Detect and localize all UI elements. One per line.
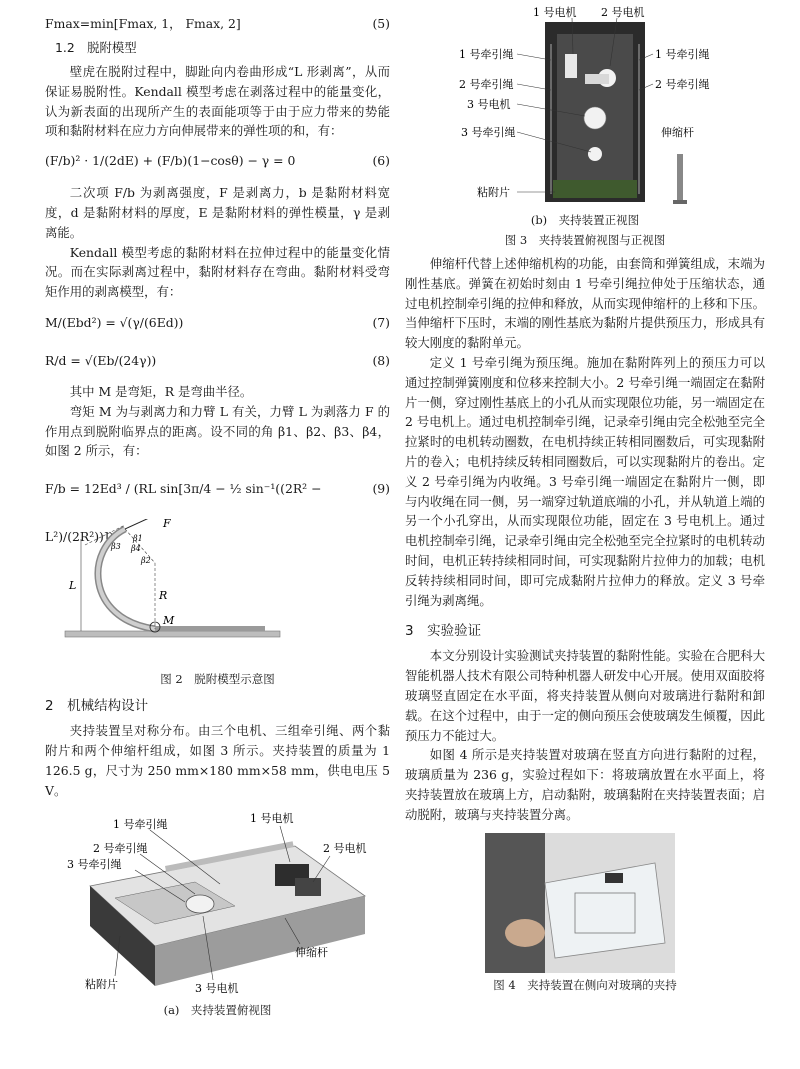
device-top-view-illustration: [45, 806, 390, 1002]
paragraph-moment-arm: 弯矩 M 为与剥离力和力臂 L 有关，力臂 L 为剥落力 F 的作用点到脱附临界点的距离。设不同的角 β1、β2、β3、β4，如图 2 所示，有：: [45, 403, 390, 459]
force-arrow: [125, 519, 160, 529]
label-rod: 伸缩杆: [661, 126, 694, 139]
telescopic-rod: [677, 154, 683, 204]
peeling-model-diagram: [45, 519, 390, 669]
label-rope-3: 3 号牵引绳: [67, 858, 122, 872]
peeled-film-inner: [98, 529, 155, 629]
equation-8-number: (8): [372, 352, 390, 368]
photo-hand: [505, 919, 545, 947]
motor-mount: [585, 74, 609, 84]
experiment-photo: [405, 833, 765, 973]
label-motor-1: 1 号电机: [533, 6, 577, 19]
paragraph-telescopic-rod: 伸缩杆代替上述伸缩机构的功能，由套筒和弹簧组成，末端为刚性基底。弹簧在初始时刻由 1 号牵引绳拉伸处于压缩状态，通过电机控制牵引绳的拉伸和释放，从而实现伸缩杆的上移和下压。当伸缩杆下压时，末端的刚性基底为黏附片提供预压力，形成具有较大刚度的黏附单元。: [405, 256, 765, 351]
substrate: [65, 631, 280, 637]
adhesive-pads: [553, 180, 637, 198]
equation-6-body: (F/b)² · 1/(2dE) + (F/b)(1−cosθ) − γ = 0: [45, 153, 296, 169]
label-rope-2: 2 号牵引绳: [93, 842, 148, 856]
label-rope-1: 1 号牵引绳: [113, 818, 168, 832]
equation-8: [45, 344, 390, 378]
motor-2: [295, 878, 321, 896]
figure-4: [405, 833, 765, 973]
section-1-2-heading: 1.2 脱附模型: [55, 40, 137, 55]
equation-5-body: Fmax=min[Fmax, 1， Fmax, 2]: [45, 16, 241, 31]
label-beta1: β1: [133, 534, 143, 544]
motor-3: [186, 895, 214, 913]
motor-3-front: [584, 107, 606, 129]
paragraph-peeling-intro: 壁虎在脱附过程中，脚趾向内卷曲形成“L 形剥离”，从而保证易脱附性。Kendall 模型考虑在剥落过程中的能量变化，认为新表面的出现所产生的表面能项等于由于应力带来的势能项和黏附材料在应力方向伸展带来的弹性项的和，有：: [45, 64, 390, 139]
figure-3b: [405, 4, 765, 212]
label-pad: 粘附片: [477, 186, 510, 199]
paragraph-experiment-setup: 本文分别设计实验测试夹持装置的黏附性能。实验在合肥科大智能机器人技术有限公司特种机器人研发中心开展。使用双面胶将玻璃竖直固定在水平面，将夹持装置从侧向对玻璃进行黏附和卸载。在这个过程中，由于一定的侧向预压会使玻璃发生倾覆，因此预压力不能过大。: [405, 648, 765, 743]
label-motor-3: 3 号电机: [467, 98, 511, 111]
paragraph-experiment-process: 如图 4 所示是夹持装置对玻璃在竖直方向进行黏附的过程，玻璃质量为 236 g，实验过程如下：将玻璃放置在水平面上，将夹持装置放在玻璃上方，启动黏附，玻璃黏附在夹持装置表面；启动脱附，玻璃与夹持装置分离。: [405, 747, 765, 822]
left-column: [45, 0, 390, 1018]
equation-7-body: M/(Ebd²) = √(γ/(6Ed)): [45, 314, 184, 330]
label-rope-1-right: 1 号牵引绳: [655, 48, 710, 61]
equation-8-body: R/d = √(Eb/(24γ)): [45, 352, 157, 368]
figure-2-caption: 图 2 脱附模型示意图: [160, 672, 275, 687]
figure-3a-caption: (a) 夹持装置俯视图: [163, 1003, 272, 1018]
equation-5: [45, 14, 390, 34]
label-L: L: [69, 579, 77, 593]
paragraph-bending: Kendall 模型考虑的黏附材料在拉伸过程中的能量变化情况。而在实际剥离过程中，黏附材料存在弯曲。黏附材料受弯矩作用的剥离模型，有：: [45, 244, 390, 300]
label-rope-3: 3 号牵引绳: [461, 126, 516, 139]
motor-1-front: [565, 54, 577, 78]
equation-5-number: (5): [372, 16, 390, 31]
equation-7-number: (7): [372, 314, 390, 330]
equation-6: [45, 143, 390, 179]
paragraph-symbols: 二次项 F/b 为剥离强度，F 是剥离力，b 是黏附材料宽度，d 是黏附材料的厚度，E 是黏附材料的弹性模量，γ 是剥离能。: [45, 185, 390, 240]
label-R: R: [159, 589, 168, 603]
label-pad: 粘附片: [85, 978, 118, 992]
figure-3a: [45, 806, 390, 1002]
figure-2: [45, 519, 390, 669]
label-rope-1-left: 1 号牵引绳: [459, 48, 514, 61]
paragraph-moment-def: 其中 M 是弯矩，R 是弯曲半径。: [69, 383, 253, 399]
equation-6-number: (6): [372, 153, 390, 169]
figure-3-caption: 图 3 夹持装置俯视图与正视图: [504, 233, 666, 247]
right-column: [405, 0, 765, 993]
equation-9-number: (9): [372, 481, 390, 497]
figure-4-caption: 图 4 夹持装置在侧向对玻璃的夹持: [493, 977, 677, 992]
pulley: [588, 147, 602, 161]
figure-3b-caption: (b) 夹持装置正视图: [530, 213, 640, 227]
label-motor-3: 3 号电机: [195, 982, 239, 996]
photo-motor: [605, 873, 623, 883]
label-motor-2: 2 号电机: [323, 842, 367, 856]
label-beta4: β4: [131, 544, 141, 554]
telescopic-rod-base: [673, 200, 687, 204]
equation-9-body: F/b = 12Ed³ / (RL sin[3π/4 − ½ sin⁻¹((2R² − L²)/(2R²))]): [45, 481, 322, 545]
label-motor-1: 1 号电机: [250, 812, 294, 826]
photo-person: [485, 833, 545, 973]
label-M: M: [163, 614, 175, 628]
label-beta3: β3: [111, 542, 121, 552]
section-2-heading: 2 机械结构设计: [45, 698, 149, 715]
paragraph-structure: 夹持装置呈对称分布。由三个电机、三组牵引绳、两个黏附片和两个伸缩杆组成，如图 3 所示。夹持装置的质量为 1 126.5 g，尺寸为 250 mm×180 mm×58 mm，供电电压 5 V。: [45, 723, 390, 798]
section-3-heading: 3 实验验证: [405, 623, 482, 640]
device-front-view-illustration: [405, 4, 765, 212]
equation-7: [45, 306, 390, 340]
label-motor-2: 2 号电机: [601, 6, 645, 19]
label-rope-2-left: 2 号牵引绳: [459, 78, 514, 91]
label-rod: 伸缩杆: [295, 946, 328, 960]
label-beta2: β2: [141, 556, 151, 566]
paragraph-rope-definitions: 定义 1 号牵引绳为预压绳。施加在黏附阵列上的预压力可以通过控制弹簧刚度和位移来控制大小。2 号牵引绳一端固定在黏附片一侧，穿过刚性基底上的小孔从而实现限位功能，另一端固定在 2 号电机上。通过电机控制牵引绳，记录牵引绳由完全松弛至完全拉紧时的电机转动圈数，在电机持续正转相同圈数后，可实现黏附片的卷入；电机持续反转相同圈数后，可以实现黏附片的卷出。定义 2 号牵引绳为内收绳。3 号牵引绳一端固定在黏附片一侧，即与内收绳在同一侧，另一端穿过轨道底端的小孔，并从轨道上端的另一个小孔穿出，从而实现限位功能，固定在 3 号电机上。通过电机控制牵引绳，记录牵引绳由完全松弛至完全拉紧时的电机转动时间，电机正转持续相同时间，可实现黏附片拉伸力的加载；电机反转持续相同时间，即可完成黏附片拉伸力的释放。定义 3 号牵引绳为剥离绳。: [405, 354, 765, 608]
label-F: F: [163, 519, 171, 531]
label-rope-2-right: 2 号牵引绳: [655, 78, 710, 91]
